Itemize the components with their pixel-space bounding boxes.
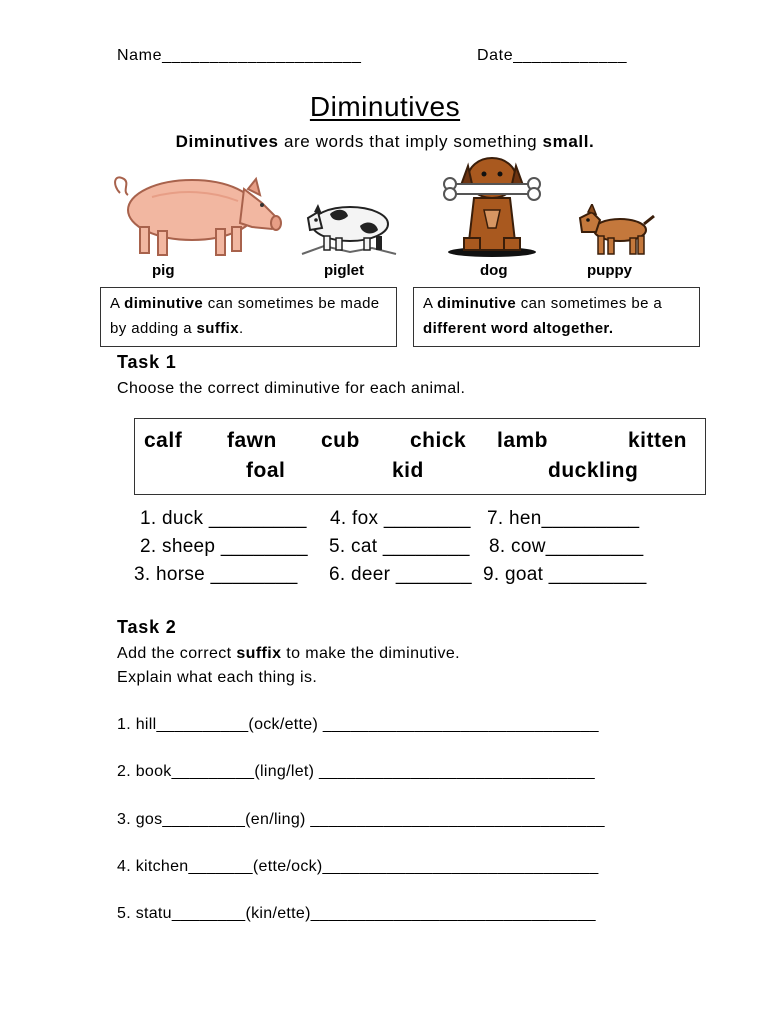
task1-instruction: Choose the correct diminutive for each animal. xyxy=(117,380,466,397)
word-bank-item: kitten xyxy=(628,429,688,452)
word-bank-item: foal xyxy=(246,459,286,482)
instruction-text: to make the diminutive. xyxy=(281,645,461,662)
question-7: 7. hen_________ xyxy=(487,508,640,529)
info-term: different word altogether. xyxy=(423,320,614,337)
info-text: can sometimes be a xyxy=(516,295,663,312)
task1-heading: Task 1 xyxy=(117,352,177,372)
question-9: 9. goat _________ xyxy=(483,564,647,585)
info-text: can sometimes be made by adding a xyxy=(110,295,380,337)
word-bank xyxy=(134,418,706,495)
date-field-label: Date____________ xyxy=(477,47,628,64)
instruction-term: suffix xyxy=(236,645,282,662)
task2-item-3: 3. gos_________(en/ling) ________________________________ xyxy=(117,811,605,828)
name-field-label: Name_____________________ xyxy=(117,47,362,64)
piglet-illustration xyxy=(300,196,410,258)
word-bank-item: cub xyxy=(321,429,360,452)
dog-with-bone-illustration xyxy=(440,154,544,258)
word-bank-item: chick xyxy=(410,429,467,452)
subtitle-bold-end: small. xyxy=(542,132,595,151)
question-4: 4. fox ________ xyxy=(330,508,471,529)
suffix-info-box xyxy=(100,287,397,347)
info-term: diminutive xyxy=(437,295,517,312)
question-3: 3. horse ________ xyxy=(134,564,298,585)
page-title: Diminutives xyxy=(309,91,461,122)
word-bank-item: fawn xyxy=(227,429,277,452)
task2-item-1: 1. hill__________(ock/ette) ______________________________ xyxy=(117,716,599,733)
puppy-illustration xyxy=(572,204,656,258)
different-word-info-box xyxy=(413,287,700,347)
word-bank-item: duckling xyxy=(548,459,639,482)
info-term: suffix xyxy=(196,320,239,337)
subtitle-text: are words that imply something xyxy=(278,132,543,151)
task2-item-4: 4. kitchen_______(ette/ock)______________________________ xyxy=(117,858,599,875)
question-1: 1. duck _________ xyxy=(140,508,307,529)
subtitle-bold-term: Diminutives xyxy=(175,132,279,151)
info-text: A xyxy=(423,295,438,312)
instruction-text: Add the correct xyxy=(117,645,237,662)
info-term: diminutive xyxy=(124,295,204,312)
caption-puppy: puppy xyxy=(587,262,632,279)
pig-illustration xyxy=(112,165,284,260)
caption-piglet: piglet xyxy=(324,262,364,279)
question-2: 2. sheep ________ xyxy=(140,536,308,557)
task2-instruction-line2: Explain what each thing is. xyxy=(117,669,318,686)
word-bank-item: calf xyxy=(144,429,183,452)
word-bank-item: kid xyxy=(392,459,424,482)
question-6: 6. deer _______ xyxy=(329,564,472,585)
question-5: 5. cat ________ xyxy=(329,536,470,557)
caption-pig: pig xyxy=(152,262,175,279)
task2-heading: Task 2 xyxy=(117,617,177,637)
word-bank-item: lamb xyxy=(497,429,549,452)
caption-dog: dog xyxy=(480,262,508,279)
task2-item-5: 5. statu________(kin/ette)_______________________________ xyxy=(117,905,596,922)
task2-item-2: 2. book_________(ling/let) ______________________________ xyxy=(117,763,595,780)
question-8: 8. cow_________ xyxy=(489,536,644,557)
task2-instruction xyxy=(117,642,460,666)
info-text: . xyxy=(238,320,244,337)
subtitle xyxy=(0,132,770,152)
info-text: A xyxy=(110,295,125,312)
